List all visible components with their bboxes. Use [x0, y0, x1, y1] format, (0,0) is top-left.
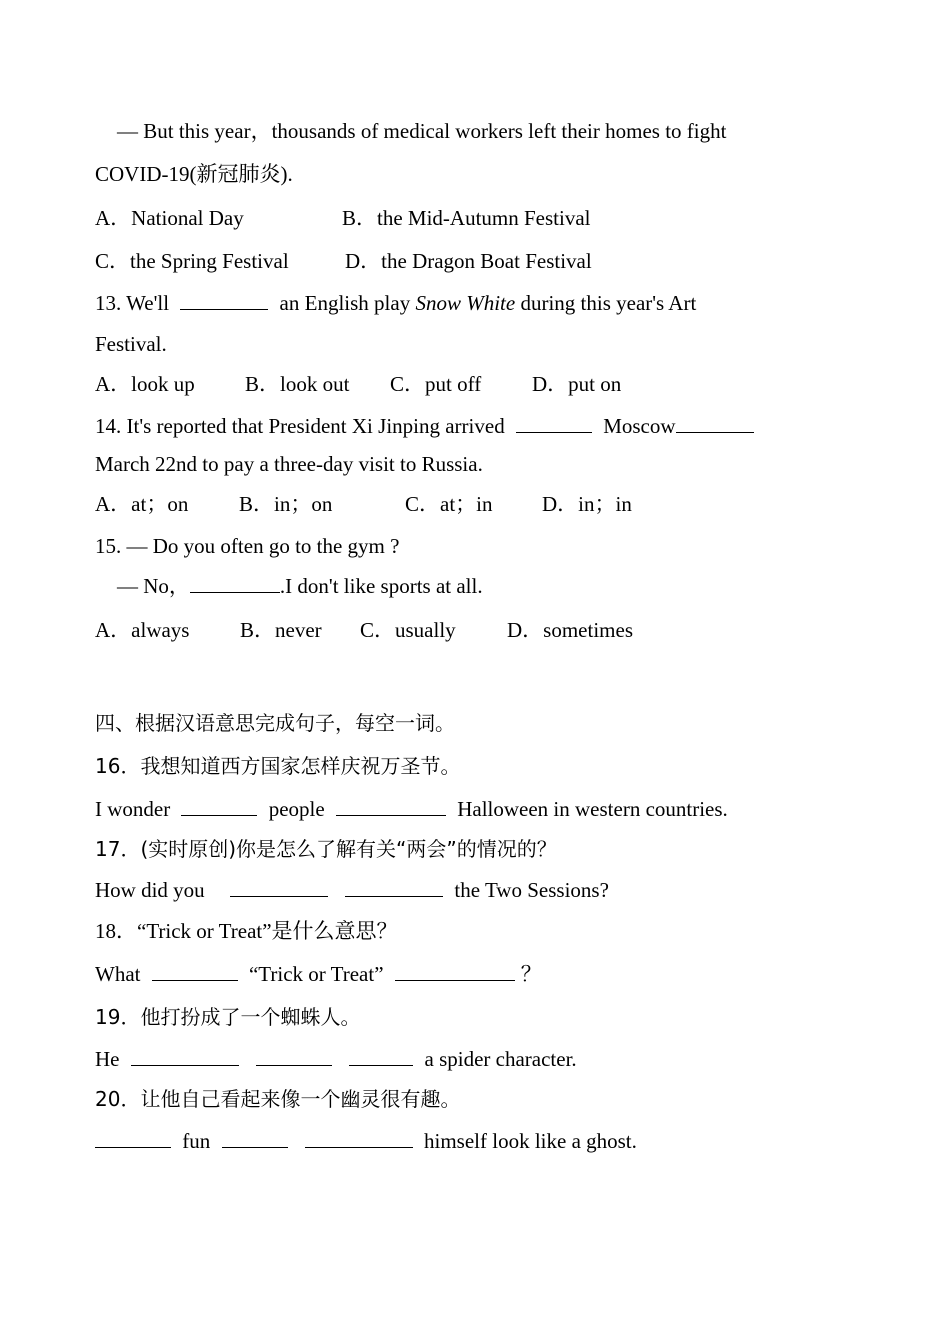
q12-options-row-1	[95, 205, 591, 231]
q19-blank-2[interactable]	[256, 1047, 332, 1066]
q18-text-3: ？	[520, 962, 542, 986]
q19-text-1: He	[95, 1047, 120, 1071]
q13-stem	[95, 290, 696, 316]
q15-options	[95, 617, 633, 643]
q16-sentence	[95, 796, 728, 822]
q17-text-2: the Two Sessions?	[454, 878, 609, 902]
q14-option-c[interactable]: C．at；in	[405, 492, 493, 516]
q13-stem-mid: an English play	[279, 291, 411, 315]
q14-blank-1[interactable]	[516, 414, 592, 433]
q12-answer-line: — But this year，thousands of medical workers left their homes to fight	[117, 119, 727, 143]
q13-option-d[interactable]: D．put on	[532, 372, 622, 396]
q17-blank-2[interactable]	[345, 878, 443, 897]
q14-option-b[interactable]: B．in；on	[239, 492, 333, 516]
q18-sentence	[95, 961, 542, 987]
q17-text-1: How did you	[95, 878, 205, 902]
q13-stem-start: 13. We'll	[95, 291, 170, 315]
q17-chinese-prompt: 17．(实时原创)你是怎么了解有关“两会”的情况的？	[95, 837, 557, 861]
q16-blank-2[interactable]	[336, 797, 446, 816]
q15-option-d[interactable]: D．sometimes	[507, 618, 633, 642]
q15-answer-line	[117, 573, 483, 599]
q20-blank-1[interactable]	[95, 1129, 171, 1148]
q17-blank-1[interactable]	[230, 878, 328, 897]
q14-stem-line-2: March 22nd to pay a three-day visit to Russia.	[95, 452, 483, 476]
q15-stem: 15. — Do you often go to the gym ?	[95, 534, 400, 558]
q19-blank-3[interactable]	[349, 1047, 413, 1066]
q15-option-c[interactable]: C．usually	[360, 618, 456, 642]
q12-options-row-2	[95, 248, 592, 274]
q19-sentence	[95, 1046, 577, 1072]
q20-sentence	[95, 1128, 637, 1154]
q18-text-2: “Trick or Treat”	[248, 962, 384, 986]
q13-stem-line-2: Festival.	[95, 332, 167, 356]
q20-chinese-prompt: 20．让他自己看起来像一个幽灵很有趣。	[95, 1087, 461, 1111]
q15-blank[interactable]	[190, 574, 280, 593]
q12-option-b[interactable]: B．the Mid-Autumn Festival	[342, 206, 591, 230]
q14-stem	[95, 413, 760, 439]
q16-chinese-prompt: 16．我想知道西方国家怎样庆祝万圣节。	[95, 754, 461, 778]
q14-option-a[interactable]: A．at；on	[95, 492, 189, 516]
q13-option-a[interactable]: A．look up	[95, 372, 195, 396]
q12-option-a[interactable]: A．National Day	[95, 206, 244, 230]
q18-chinese-prompt: 18．“Trick or Treat”是什么意思？	[95, 919, 398, 943]
q18-text-1: What	[95, 962, 141, 986]
section-4-heading: 四、根据汉语意思完成句子，每空一词。	[95, 711, 455, 735]
q19-text-2: a spider character.	[424, 1047, 577, 1071]
q14-stem-start: 14. It's reported that President Xi Jinping arrived	[95, 414, 505, 438]
q15-answer-end: .I don't like sports at all.	[279, 574, 483, 598]
q16-text-3: Halloween in western countries.	[457, 797, 728, 821]
q16-text-2: people	[268, 797, 325, 821]
q16-text-1: I wonder	[95, 797, 171, 821]
q19-chinese-prompt: 19．他打扮成了一个蜘蛛人。	[95, 1005, 361, 1029]
q14-option-d[interactable]: D．in；in	[542, 492, 632, 516]
q13-play-title: Snow White	[415, 291, 516, 315]
q20-text-1: fun	[182, 1129, 211, 1153]
q13-option-b[interactable]: B．look out	[245, 372, 350, 396]
q17-sentence	[95, 877, 609, 903]
q13-options	[95, 371, 621, 397]
q12-option-c[interactable]: C．the Spring Festival	[95, 249, 289, 273]
q15-option-a[interactable]: A．always	[95, 618, 190, 642]
q19-blank-1[interactable]	[131, 1047, 239, 1066]
q18-blank-1[interactable]	[152, 962, 238, 981]
q16-blank-1[interactable]	[181, 797, 257, 816]
q20-blank-2[interactable]	[222, 1129, 288, 1148]
q14-options	[95, 491, 632, 517]
q13-stem-end: during this year's Art	[520, 291, 697, 315]
q20-blank-3[interactable]	[305, 1129, 413, 1148]
q12-answer-line-2: COVID-19(新冠肺炎).	[95, 162, 293, 186]
q12-option-d[interactable]: D．the Dragon Boat Festival	[345, 249, 592, 273]
q14-stem-mid: Moscow	[603, 414, 676, 438]
q13-option-c[interactable]: C．put off	[390, 372, 482, 396]
q15-answer-start: — No，	[117, 574, 190, 598]
q14-blank-2[interactable]	[676, 414, 754, 433]
q15-option-b[interactable]: B．never	[240, 618, 322, 642]
q13-blank[interactable]	[180, 291, 268, 310]
q18-blank-2[interactable]	[395, 962, 515, 981]
q20-text-2: himself look like a ghost.	[424, 1129, 637, 1153]
